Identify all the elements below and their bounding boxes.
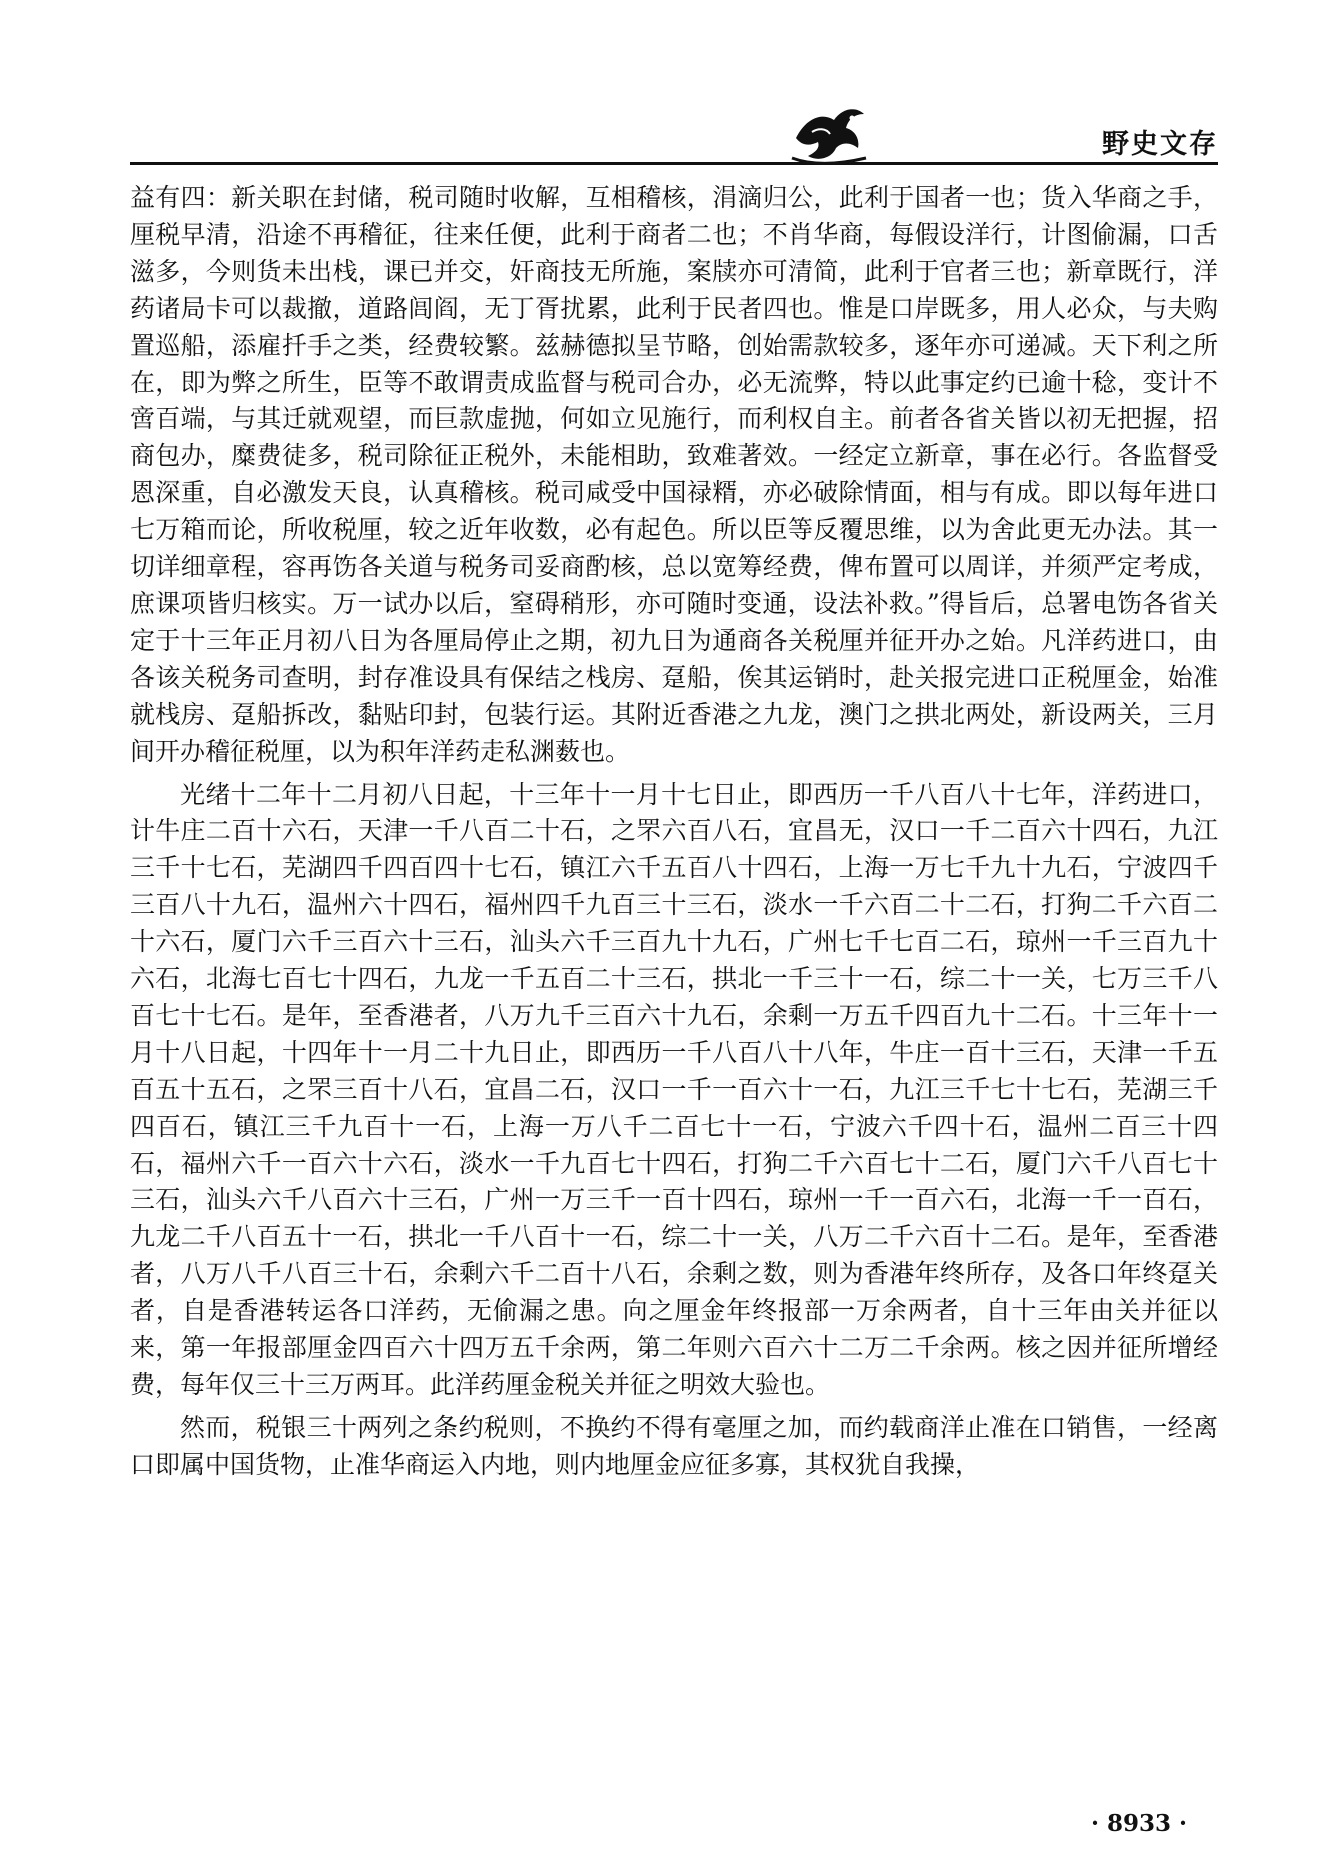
paragraph-2: 光绪十二年十二月初八日起，十三年十一月十七日止，即西历一千八百八十七年，洋药进口，计牛庄二百十六石，天津一千八百二十石，之罘六百八石，宜昌无，汉口一千二百六十四石，九江三千十七石，芜湖四千四百四十七石，镇江六千五百八十四石，上海一万七千九十九石，宁波四千三百八十九石，温州六十四石，福州四千九百三十三石，淡水一千六百二十二石，打狗二千六百二十六石，厦门六千三百六十三石，汕头六千三百九十九石，广州七千七百二石，琼州一千三百九十六石，北海七百七十四石，九龙一千五百二十三石，拱北一千三十一石，综二十一关，七万三千八百七十七石。是年，至香港者，八万九千三百六十九石，余剩一万五千四百九十二石。十三年十一月十八日起，十四年十一月二十九日止，即西历一千八百八十八年，牛庄一百十三石，天津一千五百五十五石，之罘三百十八石，宜昌二石，汉口一千一百六十一石，九江三千七十七石，芜湖三千四百石，镇江三千九百十一石，上海一万八千二百七十一石，宁波六千四十石，温州二百三十四石，福州六千一百六十六石，淡水一千九百七十四石，打狗二千六百七十二石，厦门六千八百七十三石，汕头六千八百六十三石，广州一万三千一百十四石，琼州一千一百六石，北海一千一百石，九龙二千八百五十一石，拱北一千八百十一石，综二十一关，八万二千六百十二石。是年，至香港者，八万八千八百三十石，余剩六千二百十八石，余剩之数，则为香港年终所存，及各口年终趸关者，自是香港转运各口洋药，无偷漏之患。向之厘金年终报部一万余两者，自十三年由关并征以来，第一年报部厘金四百六十四万五千余两，第二年则六百六十二万二千余两。核之因并征所增经费，每年仅三十三万两耳。此洋药厘金税关并征之明效大验也。 [130, 779, 1218, 1399]
header-rule [130, 162, 1218, 165]
dragon-emblem-icon [788, 98, 870, 168]
page-header [0, 0, 1322, 170]
body-text [130, 180, 1218, 1780]
page-number: · 8933 · [1090, 1810, 1187, 1837]
paragraph-3: 然而，税银三十两列之条约税则，不换约不得有毫厘之加，而约载商洋止准在口销售，一经离口即属中国货物，止准华商运入内地，则内地厘金应征多寡，其权犹自我操， [130, 1412, 1218, 1479]
paragraph-1: 益有四：新关职在封储，税司随时收解，互相稽核，涓滴归公，此利于国者一也；货入华商之手，厘税早清，沿途不再稽征，往来任便，此利于商者二也；不肖华商，每假设洋行，计图偷漏，口舌滋多，今则货未出栈，课已并交，奸商技无所施，案牍亦可清简，此利于官者三也；新章既行，洋药诸局卡可以裁撤，道路闾阎，无丁胥扰累，此利于民者四也。惟是口岸既多，用人必众，与夫购置巡船，添雇扦手之类，经费较繁。兹赫德拟呈节略，创始需款较多，逐年亦可递减。天下利之所在，即为弊之所生，臣等不敢谓责成监督与税司合办，必无流弊，特以此事定约已逾十稔，变计不啻百端，与其迁就观望，而巨款虚抛，何如立见施行，而利权自主。前者各省关皆以初无把握，招商包办，糜费徒多，税司除征正税外，未能相助，致难著效。一经定立新章，事在必行。各监督受恩深重，自必激发天良，认真稽核。税司咸受中国禄糈，亦必破除情面，相与有成。即以每年进口七万箱而论，所收税厘，较之近年收数，必有起色。所以臣等反覆思维，以为舍此更无办法。其一切详细章程，容再饬各关道与税务司妥商酌核，总以宽筹经费，俾布置可以周详，并须严定考成，庶课项皆归核实。万一试办以后，窒碍稍形，亦可随时变通，设法补救。”得旨后，总署电饬各省关定于十三年正月初八日为各厘局停止之期，初九日为通商各关税厘并征开办之始。凡洋药进口，由各该关税务司查明，封存准设具有保结之栈房、趸船，俟其运销时，赴关报完进口正税厘金，始准就栈房、趸船拆改，黏贴印封，包装行运。其附近香港之九龙，澳门之拱北两处，新设两关，三月间开办稽征税厘，以为积年洋药走私渊薮也。 [130, 183, 1218, 766]
header-title: 野史文存 [1102, 129, 1218, 160]
